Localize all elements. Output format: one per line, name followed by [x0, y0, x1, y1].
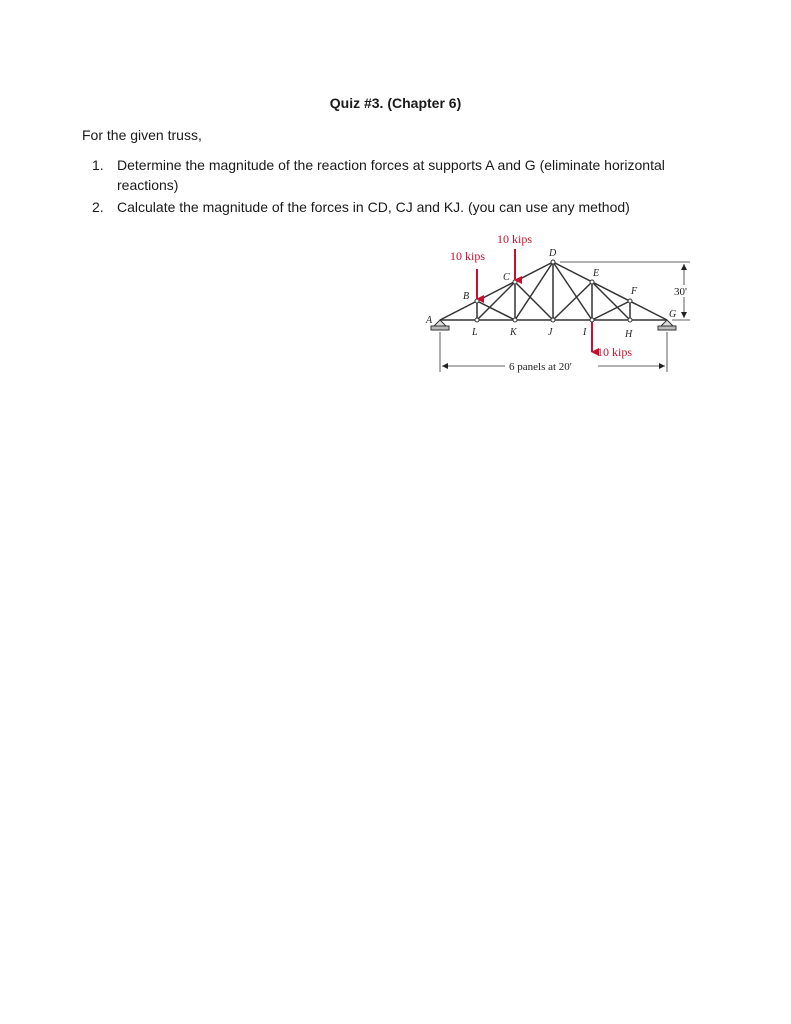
load-label-B: 10 kips — [450, 249, 486, 263]
joint-B — [475, 299, 479, 303]
label-C: C — [503, 272, 510, 283]
member-EJ — [553, 282, 592, 320]
member-DI — [553, 262, 592, 320]
member-CL — [477, 282, 515, 320]
label-J: J — [548, 327, 553, 338]
label-I: I — [583, 327, 587, 338]
question-1-number: 1. — [92, 157, 104, 173]
question-2-text: Calculate the magnitude of the forces in CD, CJ and KJ. (you can use any method) — [117, 199, 630, 215]
joint-I — [590, 318, 594, 322]
joint-K — [513, 318, 517, 322]
question-1-text: Determine the magnitude of the reaction forces at supports A and G (eliminate horizontal reactions) — [117, 157, 665, 193]
support-G — [658, 320, 676, 330]
page-title: Quiz #3. (Chapter 6) — [329, 95, 462, 111]
label-L: L — [472, 327, 478, 338]
label-H: H — [625, 329, 633, 340]
span-label: 6 panels at 20' — [509, 361, 572, 373]
label-F: F — [631, 286, 638, 297]
member-BK — [477, 301, 515, 320]
load-label-I: 10 kips — [597, 345, 633, 359]
label-A: A — [426, 315, 433, 326]
height-label: 30' — [674, 286, 687, 298]
label-B: B — [463, 291, 470, 302]
joint-E — [590, 280, 594, 284]
joint-H — [628, 318, 632, 322]
member-EH — [592, 282, 630, 320]
joint-J — [551, 318, 555, 322]
support-A — [431, 320, 449, 330]
load-label-C: 10 kips — [497, 232, 533, 246]
label-D: D — [549, 248, 557, 259]
label-E: E — [593, 268, 600, 279]
member-FI — [592, 301, 630, 320]
intro-text: For the given truss, — [82, 127, 202, 143]
label-G: G — [669, 309, 677, 320]
joint-C — [513, 280, 517, 284]
question-2-number: 2. — [92, 199, 104, 215]
joint-F — [628, 299, 632, 303]
joint-L — [475, 318, 479, 322]
member-CJ — [515, 282, 553, 320]
joint-D — [551, 260, 555, 264]
member-DK — [515, 262, 553, 320]
label-K: K — [510, 327, 517, 338]
